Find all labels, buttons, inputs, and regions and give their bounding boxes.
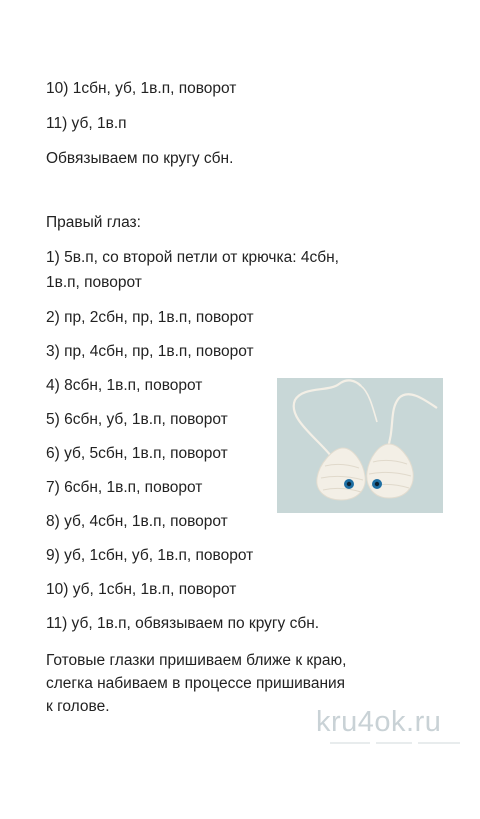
closing-line: Готовые глазки пришиваем ближе к краю, — [46, 652, 347, 669]
step-line: 8) уб, 4сбн, 1в.п, поворот — [46, 513, 228, 530]
crochet-eyes-illustration — [277, 378, 443, 513]
step-line: 9) уб, 1сбн, уб, 1в.п, поворот — [46, 547, 254, 564]
step-line: 2) пр, 2сбн, пр, 1в.п, поворот — [46, 309, 254, 326]
step-line: 10) уб, 1сбн, 1в.п, поворот — [46, 581, 237, 598]
step-line: 11) уб, 1в.п, обвязываем по кругу сбн. — [46, 615, 320, 632]
step-line: 1в.п, поворот — [46, 274, 142, 291]
closing-line: слегка набиваем в процессе пришивания — [46, 675, 346, 692]
step-line: 3) пр, 4сбн, пр, 1в.п, поворот — [46, 343, 254, 360]
step-line: 1) 5в.п, со второй петли от крючка: 4сбн, — [46, 249, 339, 266]
closing-line: к голове. — [46, 698, 110, 715]
pattern-row-10: 10) 1сбн, уб, 1в.п, поворот — [46, 80, 237, 97]
step-line: 7) 6сбн, 1в.п, поворот — [46, 479, 203, 496]
site-watermark: kru4ok.ru — [316, 706, 442, 738]
step-line: 5) 6сбн, уб, 1в.п, поворот — [46, 411, 228, 428]
step-line: 6) уб, 5сбн, 1в.п, поворот — [46, 445, 228, 462]
section-title-right-eye: Правый глаз: — [46, 214, 141, 231]
step-line: 4) 8сбн, 1в.п, поворот — [46, 377, 203, 394]
binding-instruction: Обвязываем по кругу сбн. — [46, 150, 234, 167]
crochet-eyes-photo — [277, 378, 443, 513]
pattern-row-11: 11) уб, 1в.п — [46, 115, 127, 132]
watermark-underline-decoration — [330, 740, 460, 746]
